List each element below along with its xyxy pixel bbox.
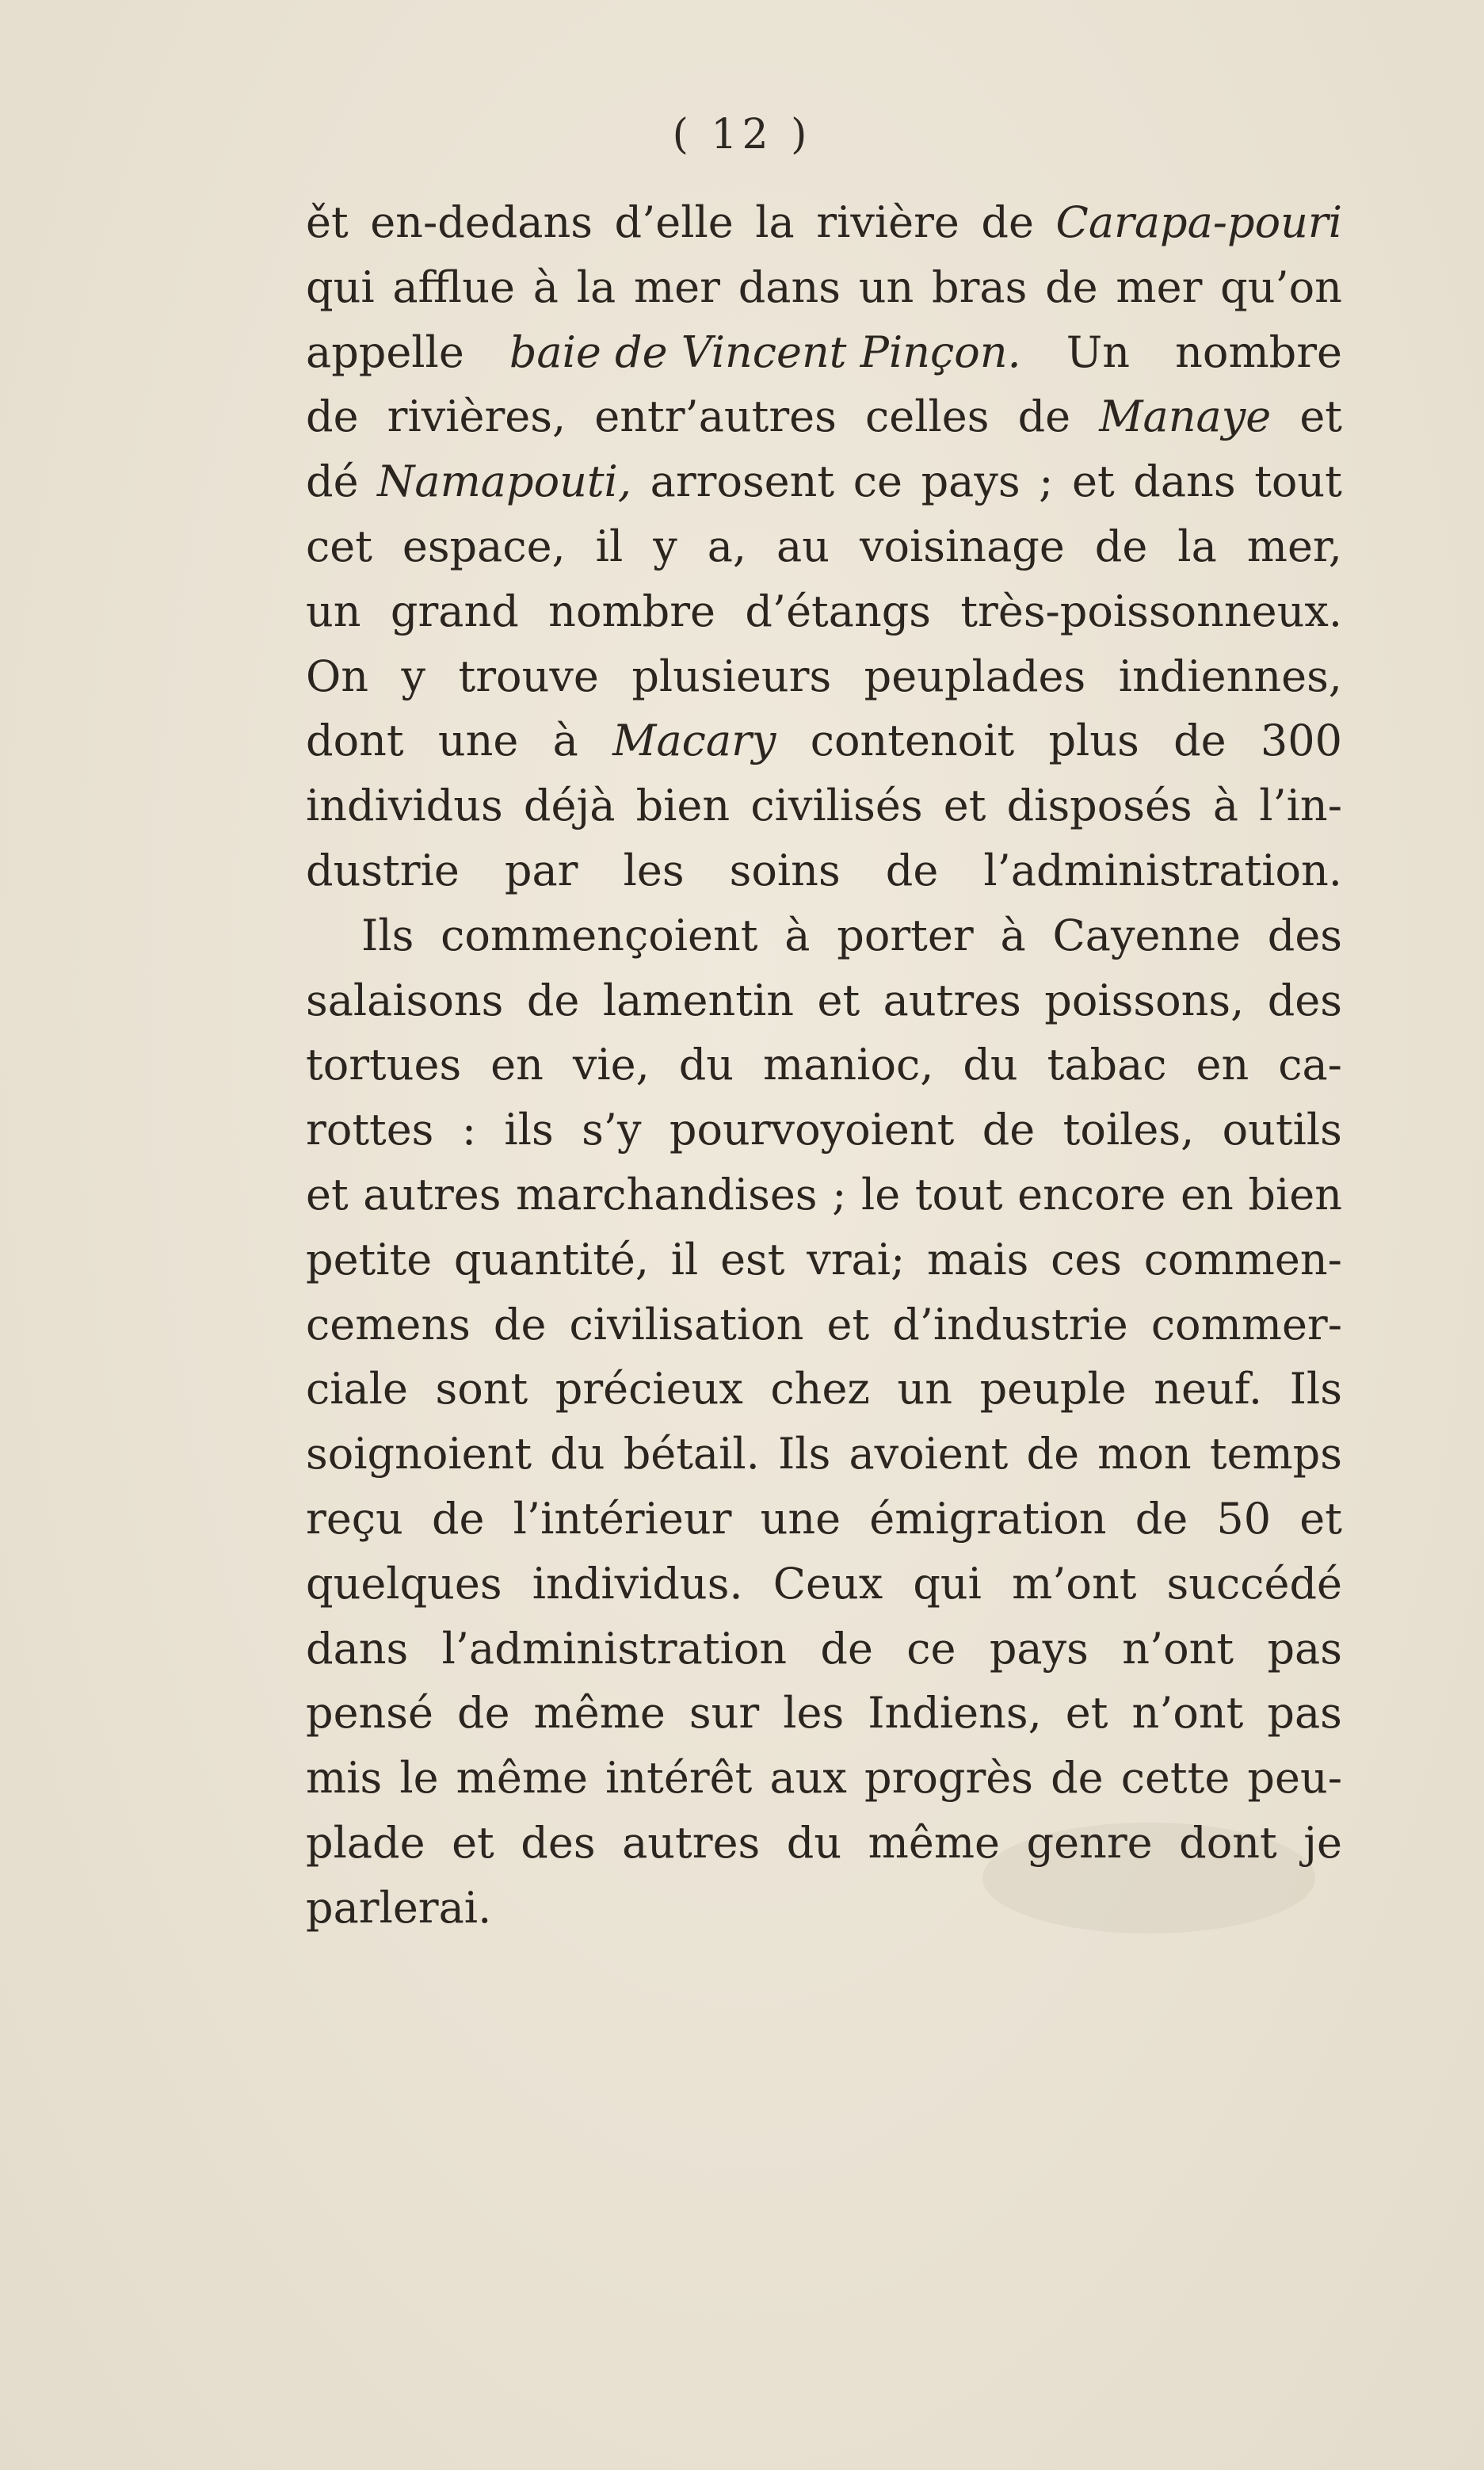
word: pays [921, 456, 1020, 507]
word: pays [989, 1623, 1089, 1674]
word: et [817, 975, 860, 1025]
text-line [306, 1487, 1342, 1552]
word: en [1181, 1169, 1234, 1220]
word: le [860, 1169, 901, 1220]
word: intérêt [605, 1753, 753, 1804]
word: rottes [306, 1105, 434, 1155]
word: tout [914, 1169, 1003, 1220]
word: grand [390, 586, 519, 636]
word: dans [738, 262, 841, 312]
word: de [1017, 391, 1071, 442]
word: arrosent [650, 456, 835, 507]
word: de [1094, 521, 1148, 571]
word: qui [306, 262, 375, 312]
word: à [1000, 910, 1026, 960]
word: en [1196, 1040, 1249, 1090]
word: la [755, 197, 795, 247]
word: de [457, 1688, 510, 1739]
word: outils [1222, 1105, 1342, 1155]
word: contenoit [810, 716, 1015, 766]
word: rivière [816, 197, 959, 247]
word: a, [707, 521, 747, 571]
word: bétail. [623, 1429, 760, 1479]
text-line [306, 1811, 1342, 1876]
text-line [306, 384, 1342, 449]
word: nombre [1175, 326, 1342, 377]
word: déjà [523, 781, 616, 831]
text-line [306, 1422, 1342, 1487]
word: individus [306, 781, 503, 831]
word: commer- [1150, 1299, 1342, 1350]
word: sur [689, 1688, 760, 1739]
word: n’ont [1122, 1623, 1234, 1674]
word: pas [1267, 1623, 1342, 1674]
word: pas [1267, 1688, 1342, 1739]
word: Indiens, [868, 1688, 1042, 1739]
word: parlerai. [306, 1882, 492, 1933]
word: mon [1097, 1429, 1192, 1479]
word: aux [769, 1753, 847, 1804]
word: ; [1039, 456, 1054, 507]
word: une [760, 1493, 841, 1544]
word: par [504, 845, 578, 895]
word: mis [306, 1753, 383, 1804]
text-line [306, 1227, 1342, 1292]
word: même [533, 1688, 666, 1739]
word: la [1177, 521, 1217, 571]
word: et [1299, 391, 1342, 442]
word: quantité, [453, 1234, 650, 1285]
word: soins [729, 845, 841, 895]
word: commen- [1143, 1234, 1342, 1285]
word: qui [913, 1558, 982, 1609]
text-line [306, 1033, 1342, 1098]
word: avoient [849, 1429, 1009, 1479]
word: trouve [458, 651, 599, 701]
text-line [306, 1876, 1342, 1941]
word: Un [1066, 326, 1131, 377]
word: à [532, 262, 559, 312]
word: peu- [1247, 1753, 1342, 1804]
word: il [670, 1234, 699, 1285]
word: genre [1026, 1817, 1153, 1868]
word: individus. [532, 1558, 743, 1609]
word: un [897, 1364, 952, 1414]
word: cemens [306, 1299, 471, 1350]
word: et [1299, 1493, 1342, 1544]
word: autres [363, 1169, 502, 1220]
word: d’étangs [745, 586, 932, 636]
word: ils [504, 1105, 554, 1155]
word: au [776, 521, 830, 571]
word: ce [906, 1623, 956, 1674]
body-text [306, 190, 1342, 1941]
word: émigration [869, 1493, 1107, 1544]
word: Ils [361, 910, 414, 960]
text-line [306, 1292, 1342, 1357]
word: des [1267, 910, 1342, 960]
word: en-dedans [370, 197, 593, 247]
word: et [943, 781, 986, 831]
text-line [306, 1098, 1342, 1162]
word: de [1026, 1429, 1080, 1479]
text-line [306, 579, 1342, 644]
word: marchandises [516, 1169, 818, 1220]
word: du [963, 1040, 1018, 1090]
word: afflue [392, 262, 515, 312]
word: s’y [582, 1105, 642, 1155]
word: pensé [306, 1688, 433, 1739]
word: l’intérieur [513, 1493, 732, 1544]
word: de [820, 1623, 873, 1674]
word: précieux [555, 1364, 743, 1414]
word: même [456, 1753, 588, 1804]
word: cette [1120, 1753, 1230, 1804]
word: et [452, 1817, 494, 1868]
word: ca- [1278, 1040, 1342, 1090]
word: tortues [306, 1040, 462, 1090]
word: qu’on [1220, 262, 1342, 312]
word: neuf. [1154, 1364, 1263, 1414]
word: indiennes, [1118, 651, 1342, 701]
word: mer [1116, 262, 1203, 312]
word: 300 [1260, 716, 1342, 766]
word: les [623, 845, 685, 895]
word: à [1212, 781, 1239, 831]
word: tabac [1047, 1040, 1167, 1090]
italic-word: baie de Vincent Pinçon. [509, 326, 1021, 377]
word: peuple [979, 1364, 1127, 1414]
word: du [678, 1040, 734, 1090]
word: de [1051, 1753, 1104, 1804]
word: ciale [306, 1364, 408, 1414]
word: pourvoyoient [669, 1105, 955, 1155]
word: bien [1248, 1169, 1342, 1220]
text-line [306, 1357, 1342, 1422]
word: dont [1179, 1817, 1277, 1868]
word: appelle [306, 326, 464, 377]
word: : [461, 1105, 477, 1155]
word: d’industrie [892, 1299, 1128, 1350]
word: vie, [572, 1040, 650, 1090]
text-line [306, 1617, 1342, 1682]
word: dustrie [306, 845, 460, 895]
word: autres [622, 1817, 761, 1868]
word: civilisation [569, 1299, 804, 1350]
word: chez [770, 1364, 870, 1414]
text-line [306, 968, 1342, 1033]
word: y [653, 521, 677, 571]
word: et [826, 1299, 870, 1350]
word: ces [1051, 1234, 1122, 1285]
italic-word: Manaye [1099, 391, 1272, 442]
word: soignoient [306, 1429, 532, 1479]
word: ce [853, 456, 902, 507]
word: du [786, 1817, 842, 1868]
word: salaisons [306, 975, 504, 1025]
word: l’administration. [983, 845, 1342, 895]
word: civilisés [750, 781, 923, 831]
word: tout [1254, 456, 1342, 507]
word: des [521, 1817, 596, 1868]
word: l’in- [1259, 781, 1342, 831]
word: sont [435, 1364, 528, 1414]
word: temps [1209, 1429, 1342, 1479]
word: plade [306, 1817, 425, 1868]
word: ; [832, 1169, 847, 1220]
text-line [306, 320, 1342, 385]
word: est [720, 1234, 785, 1285]
word: dé [306, 456, 359, 507]
word: de [981, 197, 1034, 247]
word: quelques [306, 1558, 502, 1609]
text-line [306, 1746, 1342, 1811]
word: en [490, 1040, 544, 1090]
word: dont [306, 716, 404, 766]
word: Ils [777, 1429, 831, 1479]
word: petite [306, 1234, 433, 1285]
word: succédé [1166, 1558, 1342, 1609]
word: de [431, 1493, 485, 1544]
page-number: ( 12 ) [672, 111, 812, 158]
text-line [306, 255, 1342, 320]
word: de [1173, 716, 1226, 766]
word: celles [865, 391, 990, 442]
word: y [401, 651, 426, 701]
word: commençoient [441, 910, 758, 960]
word: mais [926, 1234, 1029, 1285]
word: même [868, 1817, 1000, 1868]
word: progrès [864, 1753, 1033, 1804]
text-line [306, 190, 1342, 255]
word: et [1072, 456, 1115, 507]
word: de [1045, 262, 1098, 312]
word: reçu [306, 1493, 403, 1544]
word: 50 [1216, 1493, 1272, 1544]
italic-word: Macary [612, 716, 776, 766]
word: de [493, 1299, 547, 1350]
word: les [783, 1688, 845, 1739]
italic-word: Carapa-pouri [1055, 197, 1342, 247]
word: espace, [402, 521, 566, 571]
text-line [306, 838, 1342, 903]
word: peuplades [864, 651, 1086, 701]
word: de [1135, 1493, 1188, 1544]
word: ět [306, 197, 349, 247]
word: des [1267, 975, 1342, 1025]
text-line [306, 1162, 1342, 1227]
word: bras [932, 262, 1028, 312]
word: de [982, 1105, 1036, 1155]
word: de [526, 975, 580, 1025]
word: Ceux [773, 1558, 883, 1609]
word: Ils [1289, 1364, 1342, 1414]
word: et [306, 1169, 349, 1220]
text-line [306, 773, 1342, 838]
word: poissons, [1044, 975, 1245, 1025]
word: lamentin [602, 975, 795, 1025]
word: rivières, [387, 391, 567, 442]
word: il [595, 521, 624, 571]
word: autres [883, 975, 1021, 1025]
word: entr’autres [594, 391, 837, 442]
word: mer, [1246, 521, 1342, 571]
word: l’administration [441, 1623, 788, 1674]
word: plus [1048, 716, 1139, 766]
word: de [885, 845, 939, 895]
word: porter [837, 910, 974, 960]
word: vrai; [807, 1234, 906, 1285]
word: dans [306, 1623, 409, 1674]
italic-word: Namapouti, [377, 456, 631, 507]
text-line [306, 1681, 1342, 1746]
text-line [306, 708, 1342, 773]
word: bien [635, 781, 731, 831]
word: très-poissonneux. [960, 586, 1342, 636]
text-line [306, 514, 1342, 579]
word: la [576, 262, 616, 312]
word: plusieurs [631, 651, 832, 701]
word: je [1303, 1817, 1342, 1868]
text-line [306, 644, 1342, 709]
word: à [552, 716, 578, 766]
word: un [858, 262, 914, 312]
word: disposés [1006, 781, 1192, 831]
word: de [306, 391, 359, 442]
word: voisinage [860, 521, 1065, 571]
word: d’elle [614, 197, 734, 247]
word: n’ont [1131, 1688, 1244, 1739]
word: du [550, 1429, 605, 1479]
word: nombre [548, 586, 716, 636]
word: m’ont [1012, 1558, 1137, 1609]
text-line [306, 449, 1342, 514]
word: toiles, [1062, 1105, 1195, 1155]
word: manioc, [763, 1040, 934, 1090]
word: Cayenne [1052, 910, 1241, 960]
word: une [437, 716, 519, 766]
word: un [306, 586, 361, 636]
text-line [306, 1552, 1342, 1617]
word: et [1065, 1688, 1108, 1739]
word: cet [306, 521, 372, 571]
word: encore [1017, 1169, 1166, 1220]
word: à [784, 910, 811, 960]
word: mer [633, 262, 720, 312]
word: On [306, 651, 369, 701]
word: le [399, 1753, 439, 1804]
text-line [306, 903, 1342, 968]
word: dans [1133, 456, 1236, 507]
